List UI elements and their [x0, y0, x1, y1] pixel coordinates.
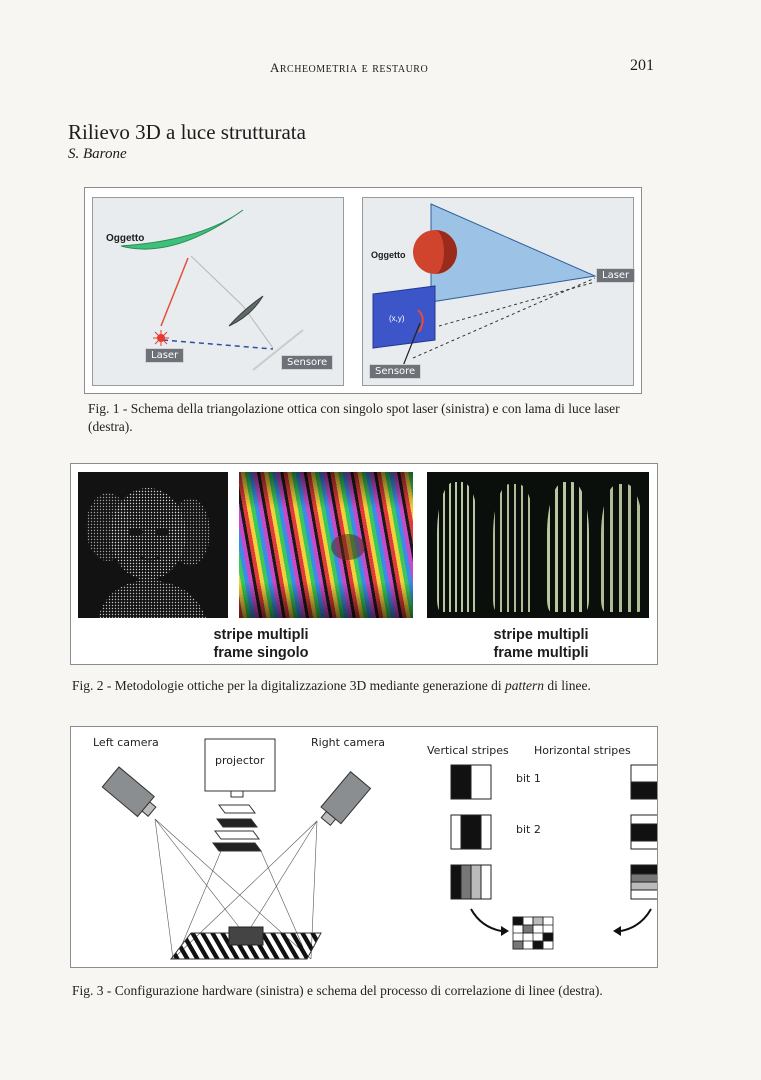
- fig2-caption-italic: pattern: [504, 678, 544, 693]
- fig1-caption: Fig. 1 - Schema della triangolazione ottica con singolo spot laser (sinistra) e con lama di luce laser (destra).: [88, 401, 620, 434]
- fig3-projector-label: projector: [215, 754, 265, 767]
- fig3-correlation-diagram: [401, 727, 657, 967]
- fig2-label-single-frame-line2: frame singolo: [213, 645, 309, 661]
- fig2-caption-end: di linee.: [543, 678, 591, 693]
- fig2-caption-text: Fig. 2 - Metodologie ottiche per la digitalizzazione 3D mediante generazione di: [72, 678, 505, 693]
- fig1-right-object-label: Oggetto: [371, 250, 406, 260]
- fig3-left-camera-label: Left camera: [93, 736, 159, 749]
- fig2-label-single-frame-line1: stripe multipli: [213, 627, 309, 643]
- figure-3: [70, 726, 658, 968]
- fig3-horizontal-stripes-label: Horizontal stripes: [534, 744, 631, 757]
- page-number: 201: [630, 57, 654, 74]
- fig1-left-laser-tag: Laser: [145, 348, 184, 363]
- fig2-label-multi-frame-line1: stripe multipli: [493, 627, 589, 643]
- fig2-caption: [72, 677, 672, 695]
- fig3-bit2-label: bit 2: [516, 823, 541, 836]
- fig2-stripes-photo: [239, 472, 413, 618]
- fig1-right-sensor-tag: Sensore: [369, 364, 421, 379]
- fig3-vertical-stripes-label: Vertical stripes: [427, 744, 509, 757]
- fig1-left-sensor-tag: Sensore: [281, 355, 333, 370]
- fig2-statue-photo: [78, 472, 228, 618]
- figure-1: [84, 187, 642, 394]
- fig2-label-multi-frame: [441, 626, 641, 662]
- fig1-left-panel: [92, 197, 344, 386]
- article-author: S. Barone: [68, 146, 127, 162]
- figure-2: [70, 463, 658, 665]
- running-title-initial: A: [270, 60, 280, 75]
- running-header: [0, 57, 761, 84]
- fig3-caption: Fig. 3 - Configurazione hardware (sinistra) e schema del processo di correlazione di linee (destra).: [72, 983, 603, 998]
- running-title: [270, 60, 428, 77]
- fig2-label-single-frame: [161, 626, 361, 662]
- fig1-right-coord-label: (x,y): [389, 314, 405, 323]
- fig2-multiframe-photo: [427, 472, 649, 618]
- fig1-right-panel: [362, 197, 634, 386]
- running-title-rest: rcheometria e restauro: [279, 61, 429, 76]
- triangulation-blade-diagram: [363, 198, 633, 385]
- fig3-bit1-label: bit 1: [516, 772, 541, 785]
- article-title: Rilievo 3D a luce strutturata: [68, 120, 306, 144]
- fig1-left-object-label: Oggetto: [106, 233, 145, 244]
- fig1-right-laser-tag: Laser: [596, 268, 635, 283]
- fig3-right-camera-label: Right camera: [311, 736, 385, 749]
- fig2-label-multi-frame-line2: frame multipli: [493, 645, 589, 661]
